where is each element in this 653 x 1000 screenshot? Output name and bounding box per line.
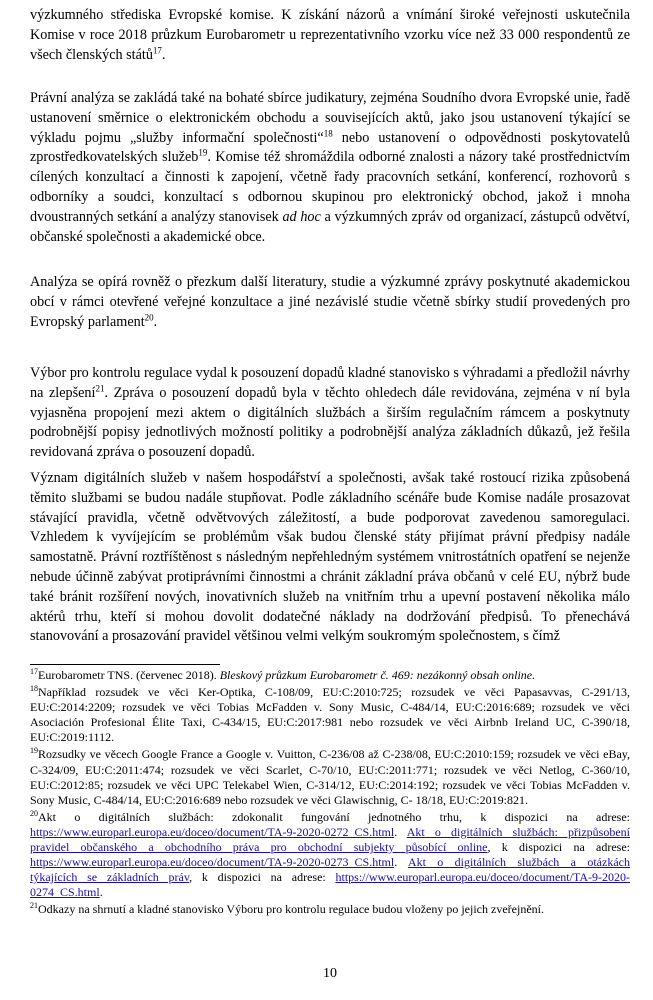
footnote-20	[30, 810, 630, 901]
footnote-link[interactable]: Akt o digitálních službách: přizpůsobení pravidel občanského a obchodního práva pro obchodní subjekty působící online	[30, 824, 631, 855]
footnote-italic-text: Bleskový průzkum Eurobarometr č. 469: nezákonný obsah online.	[219, 668, 536, 682]
footnote-number: 19	[30, 746, 38, 756]
footnote-link[interactable]: Akt o digitálních službách a otázkách týkajících se základních práv	[30, 855, 630, 885]
footnote-text: .	[99, 885, 103, 900]
footnote-ref-17[interactable]: 17	[152, 44, 162, 55]
footnote-text: Akt o digitálních službách: zdokonalit fungování jednotného trhu, k dispozici na adrese:	[38, 809, 630, 824]
footnote-ref-19[interactable]: 19	[198, 147, 208, 158]
section-heading	[30, 339, 630, 359]
footnote-17	[30, 668, 630, 683]
footnote-21	[30, 902, 630, 917]
footnote-text: , k dispozici na adrese:	[189, 870, 336, 885]
footnote-text: Eurobarometr TNS. (červenec 2018).	[38, 668, 220, 682]
paragraph-tail: .	[161, 46, 166, 63]
paragraph-eurobarometer	[30, 6, 630, 65]
footnote-number: 17	[30, 667, 38, 676]
paragraph-text: Analýza se opírá rovněž o přezkum další literatury, studie a výzkumné zprávy poskytnuté akademickou obcí v rámci otevřené veřejné konzultace a jiné nezávislé studie včetně sbírky studií provedených pro Evropský parlament	[30, 274, 630, 330]
italic-term: ad hoc	[282, 208, 321, 225]
footnote-ref-20[interactable]: 20	[144, 311, 154, 322]
footnote-link[interactable]: https://www.europarl.europa.eu/doceo/document/TA-9-2020-0274_CS.html	[30, 870, 630, 900]
footnote-19	[30, 747, 630, 807]
footnote-number: 21	[30, 901, 38, 911]
paragraph-tail: .	[153, 313, 158, 330]
footnote-text: .	[394, 855, 408, 870]
paragraph-regulatory-board	[30, 364, 630, 463]
footnote-ref-18[interactable]: 18	[323, 127, 333, 138]
footnote-ref-21[interactable]: 21	[95, 383, 105, 394]
footnote-text: , k dispozici na adrese:	[487, 840, 631, 855]
footnote-text: .	[394, 824, 407, 839]
paragraph-text: a výzkumných zpráv od organizací, zástupců odvětví, občanské společnosti a akademické obce.	[30, 208, 630, 245]
footnote-text: Rozsudky ve věcech Google France a Google v. Vuitton, C-236/08 až C-238/08, EU:C:2010:159; rozsudek ve věci eBay, C-324/09, EU:C:2011:474; rozsudek ve věci Scarlet, C-70/10, EU:C:2011:771; rozsudek ve věci Netlog, C-360/10, EU:C:2012:85; rozsudek ve věci UPC Telekabel Wien, C-314/12, EU:C:2014:192; rozsudek ve věci Tobias McFadden v. Sony Music, C-484/14, EU:C:2016:689 nebo rozsudek ve věci Glawischnig, C- 18/18, EU:C:2019:821.	[30, 747, 630, 807]
paragraph-literature-review	[30, 273, 630, 332]
footnote-18	[30, 685, 630, 745]
footnote-number: 18	[30, 684, 38, 694]
paragraph-text: Výbor pro kontrolu regulace vydal k posouzení dopadů kladné stanovisko s výhradami a předložil návrhy na zlepšení	[30, 365, 630, 401]
footnote-separator	[30, 664, 220, 665]
paragraph-text: výzkumného střediska Evropské komise. K získání názorů a vnímání široké veřejnosti uskutečnila Komise v roce 2018 průzkum Eurobarometr u reprezentativního vzorku více než 33 000 respondentů ze všech členských států	[30, 7, 630, 63]
footnote-link[interactable]: https://www.europarl.europa.eu/doceo/document/TA-9-2020-0272_CS.html	[30, 824, 395, 839]
paragraph-text: . Komise též shromáždila odborné znalosti a názory také prostřednictvím cílených konzultací a činnosti k zapojení, včetně řady pracovních setkání, konferencí, rozhovorů s odborníky a soudci, konzultací s odbornou skupinou pro elektronický obchod, jakož i mnoha dvoustranných setkání a analýzy stanovisek	[30, 149, 631, 225]
page-number: 10	[323, 966, 337, 981]
paragraph-legal-analysis	[30, 89, 630, 247]
footnote-text: Odkazy na shrnutí a kladné stanovisko Výboru pro kontrolu regulace budou vloženy po jejich zveřejnění.	[38, 902, 544, 917]
footnote-number: 20	[30, 808, 38, 818]
paragraph-text: nebo ustanovení o odpovědnosti poskytovatelů zprostředkovatelských služeb	[30, 129, 630, 166]
paragraph-text: . Zpráva o posouzení dopadů byla v těchto ohledech dále revidována, zejména v ní byla vyjasněna propojení mezi aktem o digitálních službách a širším regulačním rámcem a poskytnuty podrobnější popisy jednotlivých možností politiky a podrobnější analýza základních důkazů, jež řešila revidovaná zpráva o posouzení dopadů.	[30, 384, 630, 461]
footnotes	[30, 668, 630, 920]
footnote-link[interactable]: https://www.europarl.europa.eu/doceo/document/TA-9-2020-0273_CS.html	[30, 855, 395, 870]
paragraph-digital-services: Význam digitálních služeb v našem hospodářství a společnosti, avšak také rostoucí rizika způsobená těmito službami se budou nadále stupňovat. Podle základního scénáře bude Komise nadále prosazovat stávající pravidla, včetně odvětvových záležitostí, a bude podporovat zavedenou samoregulaci. Vzhledem k vyvíjejícím se problémům však budou členské státy přijímat právní předpisy nadále samostatně. Právní roztříštěnost s následným nepřehledným systémem vnitrostátních opatření se nejenže nebude účinně zabývat protiprávními činnostmi a chránit základní práva občanů v celé EU, nýbrž bude také bránit rozšíření nových, inovativních služeb na vnitřním trhu a upevní postavení několika málo aktérů trhu, kteří si mohou dovolit dodatečné náklady na dodržování předpisů. To přenechává stanovování a prosazování pravidel většinou velmi velkým soukromým společnostem, s čímž	[30, 470, 630, 645]
paragraph-text: Právní analýza se zakládá také na bohaté sbírce judikatury, zejména Soudního dvora Evropské unie, řadě ustanovení směrnice o elektronickém obchodu a souvisejících aktů, jako jsou ustanovení týkající se výkladu pojmu „služby informační společnosti“	[30, 90, 630, 146]
footnote-text: Například rozsudek ve věci Ker-Optika, C-108/09, EU:C:2010:725; rozsudek ve věci Papasavvas, C-291/13, EU:C:2014:2209; rozsudek ve věci Tobias McFadden v. Sony Music, C-484/14, EU:C:2016:689; rozsudek ve věci Asociación Profesional Élite Taxi, C-434/15, EU:C:2017:981 nebo rozsudek ve věci Airbnb Ireland UC, C-390/18, EU:C:2019:1112.	[30, 685, 630, 745]
